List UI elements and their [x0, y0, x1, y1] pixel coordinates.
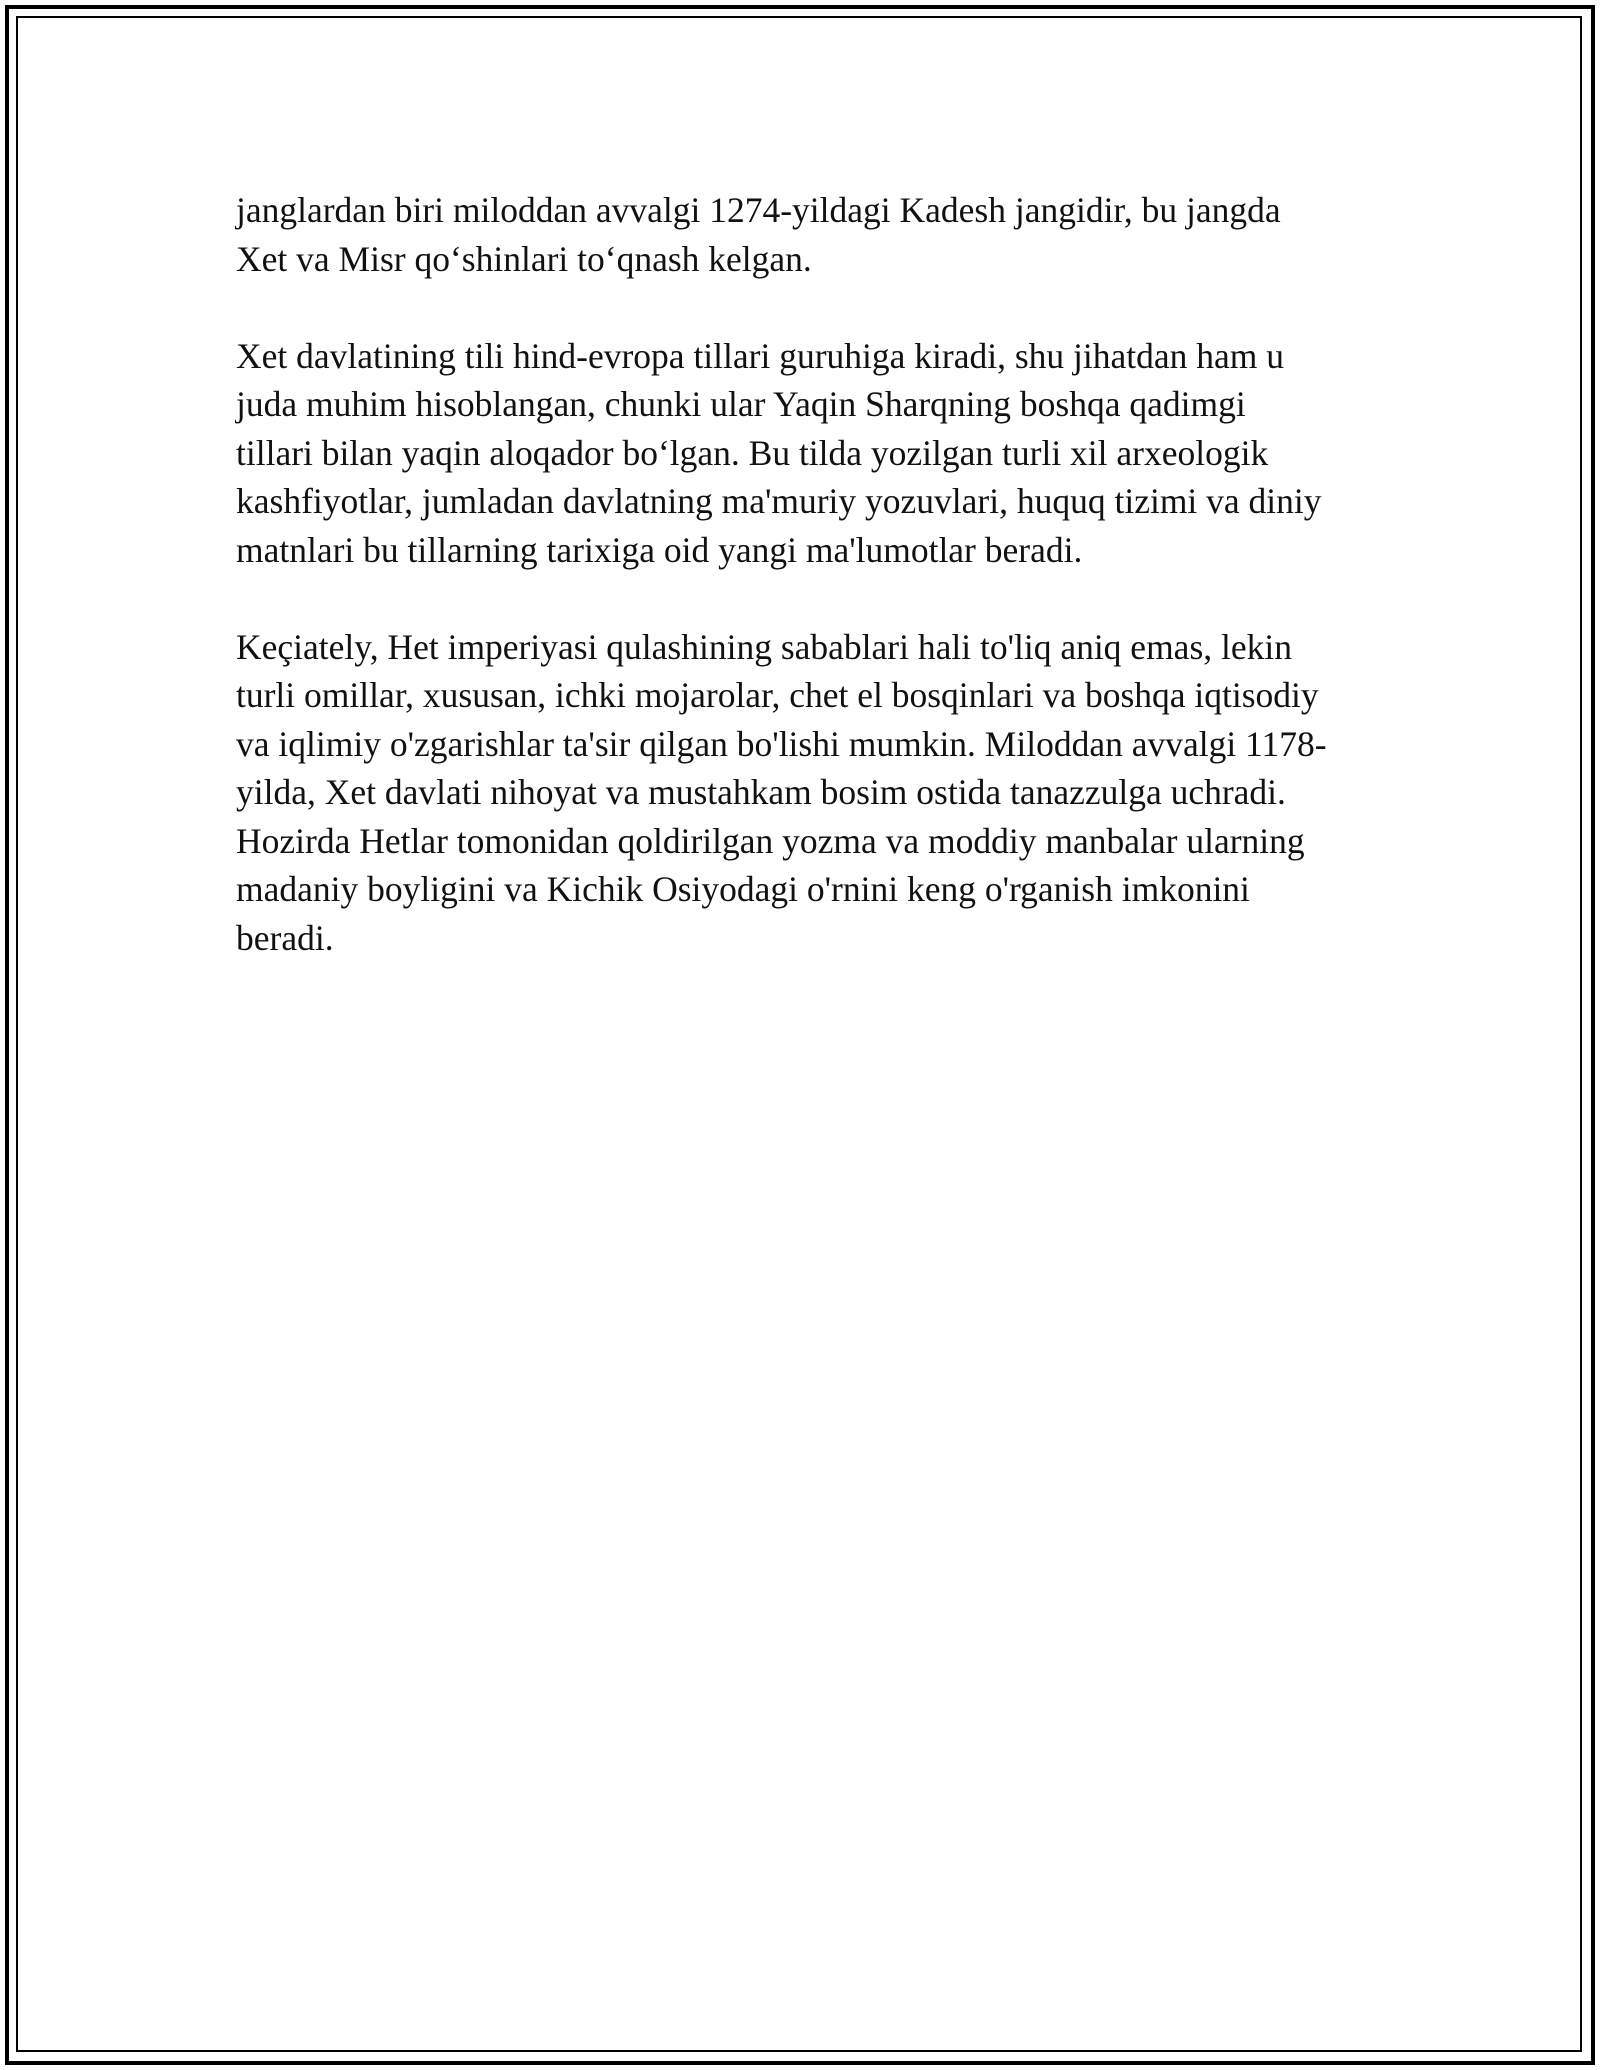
text-line: tillari bilan yaqin aloqador bo‘lgan. Bu tilda yozilgan turli xil arxeologik	[236, 432, 1269, 473]
text-line: turli omillar, xususan, ichki mojarolar, chet el bosqinlari va boshqa iqtisodiy	[236, 675, 1319, 715]
text-line: Hozirda Hetlar tomonidan qoldirilgan yozma va moddiy manbalar ularning	[236, 820, 1305, 861]
text-line: madaniy boyligini va Kichik Osiyodagi o'rnini keng o'rganish imkonini	[236, 869, 1250, 909]
text-line: Xet davlatining tili hind-evropa tillari guruhiga kiradi, shu jihatdan ham u	[236, 335, 1284, 376]
text-line: Xet va Misr qo‘shinlari to‘qnash kelgan.	[236, 238, 812, 279]
paragraph-kadesh	[236, 186, 1366, 283]
text-line: janglardan biri miloddan avvalgi 1274-yildagi Kadesh jangidir, bu jangda	[236, 190, 1281, 230]
text-line: Keçiately, Het imperiyasi qulashining sabablari hali to'liq aniq emas, lekin	[236, 626, 1292, 667]
paragraph-collapse	[236, 623, 1366, 963]
text-line: matnlari bu tillarning tarixiga oid yangi ma'lumotlar beradi.	[236, 529, 1083, 570]
document-body	[236, 186, 1366, 1011]
text-line: juda muhim hisoblangan, chunki ular Yaqin Sharqning boshqa qadimgi	[236, 384, 1246, 424]
text-line: va iqlimiy o'zgarishlar ta'sir qilgan bo'lishi mumkin. Miloddan avvalgi 1178-	[236, 723, 1327, 764]
text-line: kashfiyotlar, jumladan davlatning ma'muriy yozuvlari, huquq tizimi va diniy	[236, 481, 1322, 521]
text-line: beradi.	[236, 917, 334, 958]
paragraph-language	[236, 332, 1366, 575]
text-line: yilda, Xet davlati nihoyat va mustahkam bosim ostida tanazzulga uchradi.	[236, 772, 1286, 812]
